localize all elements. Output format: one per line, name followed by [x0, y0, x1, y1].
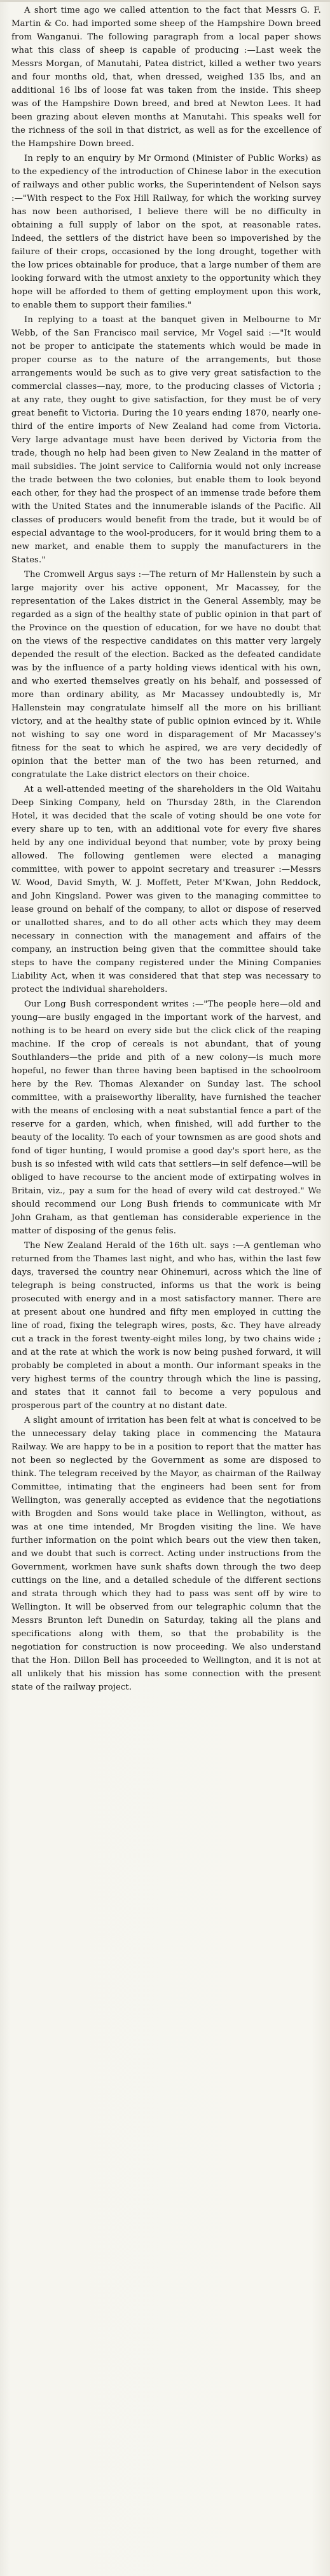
- top-rule: [0, 0, 330, 2]
- news-paragraph-chinese-labor: In reply to an enquiry by Mr Ormond (Minister of Public Works) as to the expediency of the introduction of Chinese labor in the execution of railways and other public works, the Superintendent of Nelson says :—"With respect to the Fox Hill Railway, for which the working survey has now been authorised, I believe there will be no difficulty in obtaining a full supply of labor on the spot, at reasonable rates. Indeed, the settlers of the district have been so impoverished by the failure of their crops, occasioned by the long drought, together with the low prices obtainable for produce, that a large number of them are looking forward with the utmost anxiety to the opportunity which they hope will be afforded to them of getting employment upon this work, to enable them to support their families.": [11, 154, 321, 310]
- news-paragraph-cromwell-argus: The Cromwell Argus says :—The return of Mr Hallenstein by such a large majority over his active opponent, Mr Macassey, for the representation of the Lakes district in the General Assembly, may be regarded as a sign of the healthy state of public opinion in that part of the Province on the question of education, for we have no doubt that on the views of the respective candidates on this matter very largely depended the result of the election. Backed as the defeated candidate was by the influence of a party holding views identical with his own, and who exerted themselves greatly on his behalf, and possessed of more than ordinary ability, as Mr Macassey undoubtedly is, Mr Hallenstein may congratulate himself all the more on his brilliant victory, and at the healthy state of public opinion evinced by it. While not wishing to say one word in disparagement of Mr Macassey's fitness for the seat to which he aspired, we are very decidedly of opinion that the better man of the two has been returned, and congratulate the Lake district electors on their choice.: [11, 570, 321, 780]
- news-paragraph-hampshire-sheep: A short time ago we called attention to the fact that Messrs G. F. Martin & Co. had imported some sheep of the Hampshire Down breed from Wanganui. The following paragraph from a local paper shows what this class of sheep is capable of producing :—Last week the Messrs Morgan, of Manutahi, Patea district, killed a wether two years and four months old, that, when dressed, weighed 135 lbs, and an additional 16 lbs of loose fat was taken from the inside. This sheep was of the Hampshire Down breed, and bred at Newton Lees. It had been grazing about eleven months at Manutahi. This speaks well for the richness of the soil in that district, as well as for the excellence of the Hampshire Down breed.: [11, 6, 321, 149]
- news-paragraph-long-bush: Our Long Bush correspondent writes :—"The people here—old and young—are busily engaged in the important work of the harvest, and nothing is to be heard on every side but the click click of the reaping machine. If the crop of cereals is not abundant, that of young Southlanders—the pride and pith of a new colony—is much more hopeful, no fewer than three having been baptised in the schoolroom here by the Rev. Thomas Alexander on Sunday last. The school committee, with a praiseworthy liberality, have furnished the teacher with the means of enclosing with a neat substantial fence a part of the reserve for a garden, which, when finished, will add further to the beauty of the locality. To each of your townsmen as are good shots and fond of tiger hunting, I would promise a good day's sport here, as the bush is so infested with wild cats that settlers—in self defence—will be obliged to have recourse to the ancient mode of extirpating wolves in Britain, viz., pay a sum for the head of every wild cat destroyed." We should recommend our Long Bush friends to communicate with Mr John Graham, as that gentleman has considerable experience in the matter of disposing of the genus felis.: [11, 1000, 321, 1236]
- news-paragraph-new-zealand-herald: The New Zealand Herald of the 16th ult. says :—A gentleman who returned from the Thames last night, and who has, within the last few days, traversed the country near Ohinemuri, across which the line of telegraph is being constructed, informs us that the work is being prosecuted with energy and in a most satisfactory manner. There are at present about one hundred and fifty men employed in cutting the line of road, fixing the telegraph wires, posts, &c. They have already cut a track in the forest twenty-eight miles long, by two chains wide ; and at the rate at which the work is now being pushed forward, it will probably be completed in about a month. Our informant speaks in the very highest terms of the country through which the line is passing, and states that it cannot fail to become a very populous and prosperous part of the country at no distant date.: [11, 1241, 321, 1411]
- news-paragraph-waitahu-company: At a well-attended meeting of the shareholders in the Old Waitahu Deep Sinking Company, held on Thursday 28th, in the Clarendon Hotel, it was decided that the scale of voting should be one vote for every share up to ten, with an additional vote for every five shares held by any one individual beyond that number, vote by proxy being allowed. The following gentlemen were elected a managing committee, with power to appoint secretary and treasurer :—Messrs W. Wood, David Smyth, W. J. Moffett, Peter M'Kwan, John Reddock, and John Kingsland. Power was given to the managing committee to lease ground on behalf of the company, to allot or dispose of reserved or unallotted shares, and to do all other acts which they may deem necessary in connection with the management and affairs of the company, an instruction being given that the committee should take steps to have the company registered under the Mining Companies Liability Act, when it was considered that that step was necessary to protect the individual shareholders.: [11, 785, 321, 994]
- news-paragraph-vogel-banquet: In replying to a toast at the banquet given in Melbourne to Mr Webb, of the San Francisco mail service, Mr Vogel said :—"It would not be proper to anticipate the statements which would be made in proper course as to the nature of the arrangements, but those arrangements would be such as to give very great satisfaction to the commercial classes—nay, more, to the producing classes of Victoria ; at any rate, they ought to give satisfaction, for they must be of very great benefit to Victoria. During the 10 years ending 1870, nearly one-third of the entire imports of New Zealand had come from Victoria. Very large advantage must have been derived by Victoria from the trade, though no help had been given to New Zealand in the matter of mail subsidies. The joint service to California would not only increase the trade between the two colonies, but enable them to look beyond each other, for they had the prospect of an immense trade before them with the United States and the innumerable islands of the Pacific. All classes of producers would benefit from the trade, but it would be of especial advantage to the wool-producers, for it would bring them to a new market, and enable them to supply the manufacturers in the States.": [11, 315, 321, 565]
- news-paragraph-mataura-railway: A slight amount of irritation has been felt at what is conceived to be the unnecessary delay taking place in commencing the Mataura Railway. We are happy to be in a position to report that the matter has not been so neglected by the Government as some are disposed to think. The telegram received by the Mayor, as chairman of the Railway Committee, intimating that the engineers had been sent for from Wellington, was generally accepted as evidence that the negotiations with Brogden and Sons would take place in Wellington, without, as was at one time intended, Mr Brogden visiting the line. We have further information on the point which bears out the view then taken, and we doubt that such is correct. Acting under instructions from the Government, workmen have sunk shafts down through the two deep cuttings on the line, and a detailed schedule of the different sections and strata through which they had to pass was sent off by wire to Wellington. It will be observed from our telegraphic column that the Messrs Brunton left Dunedin on Saturday, taking all the plans and specifications along with them, so that the probability is the negotiation for construction is now proceeding. We also understand that the Hon. Dillon Bell has proceeded to Wellington, and it is not at all unlikely that his mission has some connection with the present state of the railway project.: [11, 1416, 321, 1692]
- news-column: [11, 4, 321, 1694]
